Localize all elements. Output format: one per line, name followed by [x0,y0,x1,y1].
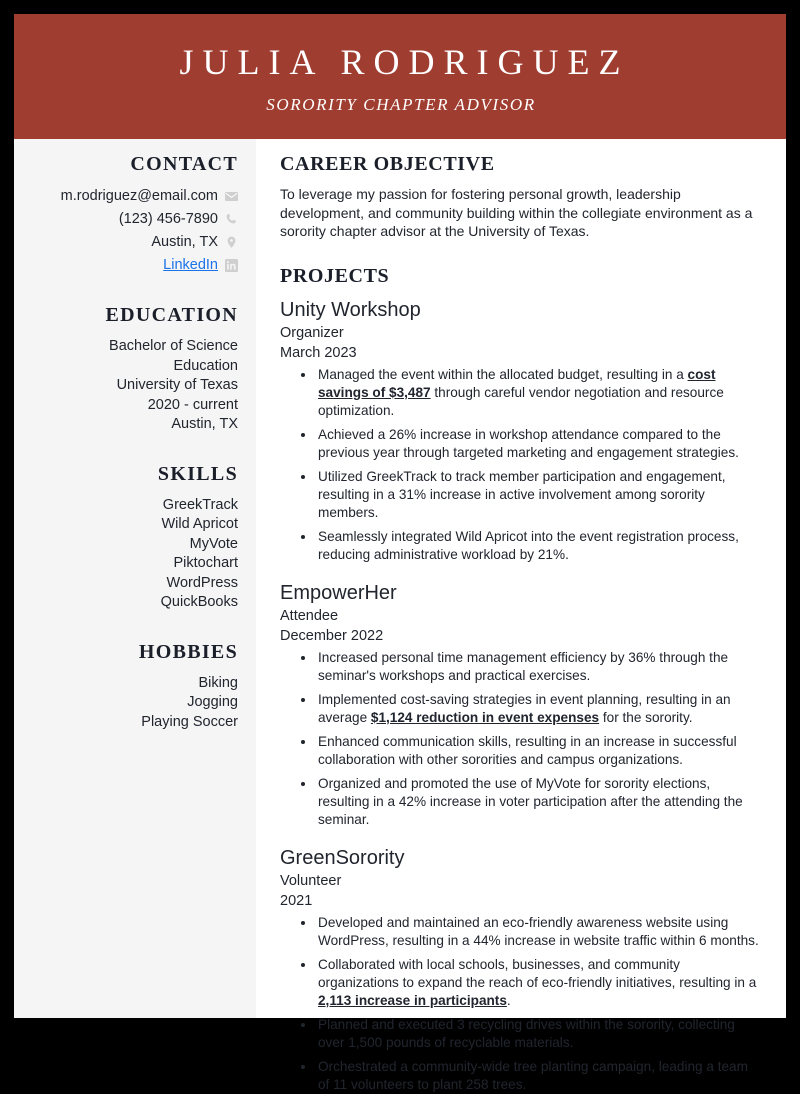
project-bullet [316,366,760,420]
section-heading-career-objective: CAREER OBJECTIVE [280,153,495,175]
skills-list [24,496,238,613]
education-line: Education [173,357,238,374]
project-title: Unity Workshop [280,298,421,321]
phone-icon [225,213,238,226]
project-role: Volunteer [280,872,342,889]
project-entry [280,297,760,564]
bullet-text: Organized and promoted the use of MyVote for sorority elections, resulting in a 42% increase in voter participation after the attending the seminar. [318,775,743,827]
bullet-highlight: cost savings of $3,487 [318,366,716,400]
skill-item: MyVote [189,535,238,552]
education-line: 2020 - current [147,396,238,413]
sidebar-heading-contact: CONTACT [130,153,238,175]
projects-list [280,297,760,1094]
project-bullet [316,528,760,564]
sidebar-heading-skills: SKILLS [157,462,238,485]
project-bullet [316,956,760,1010]
hobby-item: Jogging [187,694,238,710]
skill-item: Wild Apricot [161,516,238,532]
project-bullet-list [280,914,760,1094]
bullet-text-tail: through careful vendor negotiation and resource optimization. [318,384,724,418]
main-column [256,139,786,1092]
education-line: Austin, TX [171,416,238,432]
section-heading-projects: PROJECTS [280,264,390,287]
location-icon [225,236,238,249]
bullet-text: Planned and executed 3 recycling drives within the sorority, collecting over 1,500 pounds of recyclable materials. [318,1016,735,1050]
project-title: GreenSorority [280,846,405,869]
contact-text: m.rodriguez@email.com [60,188,218,204]
career-objective-text: To leverage my passion for fostering personal growth, leadership development, and community building within the collegiate environment as a sorority chapter advisor at the University of Texas. [280,186,753,239]
project-bullet [316,914,760,950]
bullet-text: Utilized GreekTrack to track member participation and engagement, resulting in a 31% increase in active involvement among sorority members. [318,468,726,520]
project-role: Attendee [280,607,339,624]
bullet-text: Developed and maintained an eco-friendly awareness website using WordPress, resulting in a 44% increase in website traffic within 6 months. [318,914,759,948]
bullet-text: Seamlessly integrated Wild Apricot into the event registration process, reducing administrative workload by 21%. [318,528,739,562]
skill-item: QuickBooks [160,594,238,610]
bullet-text: Increased personal time management efficiency by 36% through the seminar's workshops and practical exercises. [318,649,729,683]
resume-body [14,139,786,1092]
project-bullet [316,733,760,769]
resume-page [14,14,786,1092]
bullet-highlight: 2,113 increase in participants [318,992,507,1008]
email-icon [225,190,238,203]
skill-item: Piktochart [173,555,238,571]
project-role: Organizer [280,324,344,341]
education-line: Bachelor of Science [109,338,238,354]
project-entry [280,580,760,829]
project-entry [280,845,760,1094]
sidebar [14,139,256,1018]
contact-item[interactable] [24,255,238,276]
bullet-text: Collaborated with local schools, businesses, and community organizations to expand the reach of eco-friendly initiatives, resulting in a [318,956,757,990]
contact-text: (123) 456-7890 [118,211,218,227]
bullet-text-tail: for the sorority. [599,709,693,725]
contact-item [24,186,238,207]
project-bullet [316,426,760,462]
job-title-subtitle: SORORITY CHAPTER ADVISOR [266,95,536,114]
page-title: JULIA RODRIGUEZ [179,42,630,82]
skill-item: WordPress [166,574,238,591]
sidebar-heading-hobbies: HOBBIES [138,640,238,663]
contact-item [24,232,238,253]
bullet-text: Managed the event within the allocated budget, resulting in a [318,366,688,382]
project-bullet [316,775,760,829]
project-title: EmpowerHer [280,581,397,604]
contact-text: Austin, TX [151,234,218,250]
education-list [24,337,238,435]
bullet-text-tail: . [506,992,511,1008]
linkedin-link[interactable]: LinkedIn [163,257,218,273]
project-bullet-list [280,366,760,564]
project-date: 2021 [280,892,313,909]
resume-header [14,14,786,139]
hobbies-list [24,674,238,733]
project-date: December 2022 [280,627,384,644]
bullet-text: Implemented cost-saving strategies in event planning, resulting in an average [318,691,731,725]
hobby-item: Biking [198,674,238,691]
project-bullet [316,691,760,727]
project-bullet [316,1058,760,1094]
bullet-highlight: $1,124 reduction in event expenses [370,709,600,725]
sidebar-heading-education: EDUCATION [105,304,238,326]
bullet-text: Orchestrated a community-wide tree planting campaign, leading a team of 11 volunteers to plant 258 trees. [318,1058,748,1092]
bullet-text: Enhanced communication skills, resulting in an increase in successful collaboration with other sororities and campus organizations. [318,733,737,767]
linkedin-icon [225,259,238,272]
project-bullet [316,1016,760,1052]
hobby-item: Playing Soccer [141,713,238,730]
education-line: University of Texas [116,377,238,393]
project-bullet-list [280,649,760,829]
contact-item [24,209,238,230]
project-bullet [316,468,760,522]
bullet-text: Achieved a 26% increase in workshop attendance compared to the previous year through targeted marketing and engagement strategies. [318,426,739,460]
project-bullet [316,649,760,685]
skill-item: GreekTrack [162,496,238,513]
contact-list [24,186,238,276]
project-date: March 2023 [280,344,357,361]
